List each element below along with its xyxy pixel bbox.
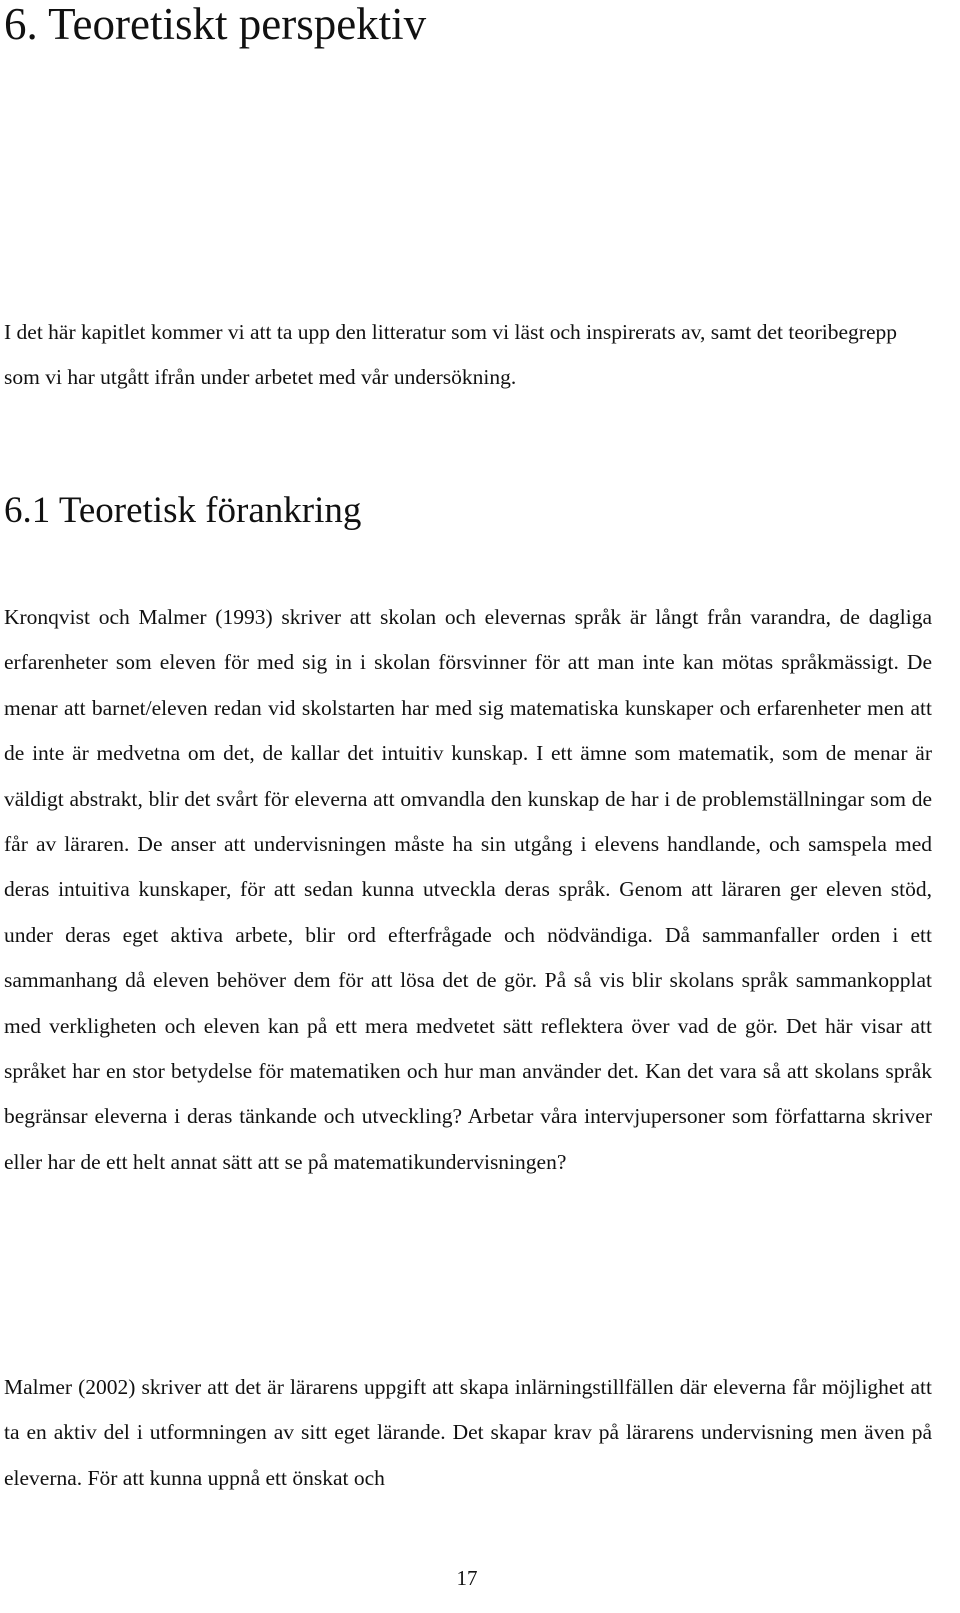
chapter-title: 6. Teoretiskt perspektiv [4, 0, 427, 49]
page-number: 17 [456, 1566, 478, 1590]
body-paragraph: Malmer (2002) skriver att det är lärarens uppgift att skapa inlärningstillfällen där eleverna får möjlighet att ta en aktiv del i utformningen av sitt eget lärande. Det skapar krav på lärarens undervisning men även på eleverna. För att kunna uppnå ett önskat och [4, 1375, 932, 1490]
intro-paragraph: I det här kapitlet kommer vi att ta upp den litteratur som vi läst och inspirerats av, samt det teoribegrepp som vi har utgått ifrån under arbetet med vår undersökning. [4, 320, 897, 389]
section-title: 6.1 Teoretisk förankring [4, 490, 362, 531]
body-paragraph: Kronqvist och Malmer (1993) skriver att skolan och elevernas språk är långt från varandra, de dagliga erfarenheter som eleven för med sig in i skolan försvinner för att man inte kan mötas språkmässigt. De menar att barnet/eleven redan vid skolstarten har med sig matematiska kunskaper och erfarenheter men att de inte är medvetna om det, de kallar det intuitiv kunskap. I ett ämne som matematik, som de menar är väldigt abstrakt, blir det svårt för eleverna att omvandla den kunskap de har i de problemställningar som de får av läraren. De anser att undervisningen måste ha sin utgång i elevens handlande, och samspela med deras intuitiva kunskaper, för att sedan kunna utveckla deras språk. Genom att läraren ger eleven stöd, under deras eget aktiva arbete, blir ord efterfrågade och nödvändiga. Då sammanfaller orden i ett sammanhang då eleven behöver dem för att lösa det de gör. På så vis blir skolans språk sammankopplat med verkligheten och eleven kan på ett mera medvetet sätt reflektera över vad de gör. Det här visar att språket har en stor betydelse för matematiken och hur man använder det. Kan det vara så att skolans språk begränsar eleverna i deras tänkande och utveckling? Arbetar våra intervjupersoner som författarna skriver eller har de ett helt annat sätt att se på matematikundervisningen? [4, 605, 932, 1174]
